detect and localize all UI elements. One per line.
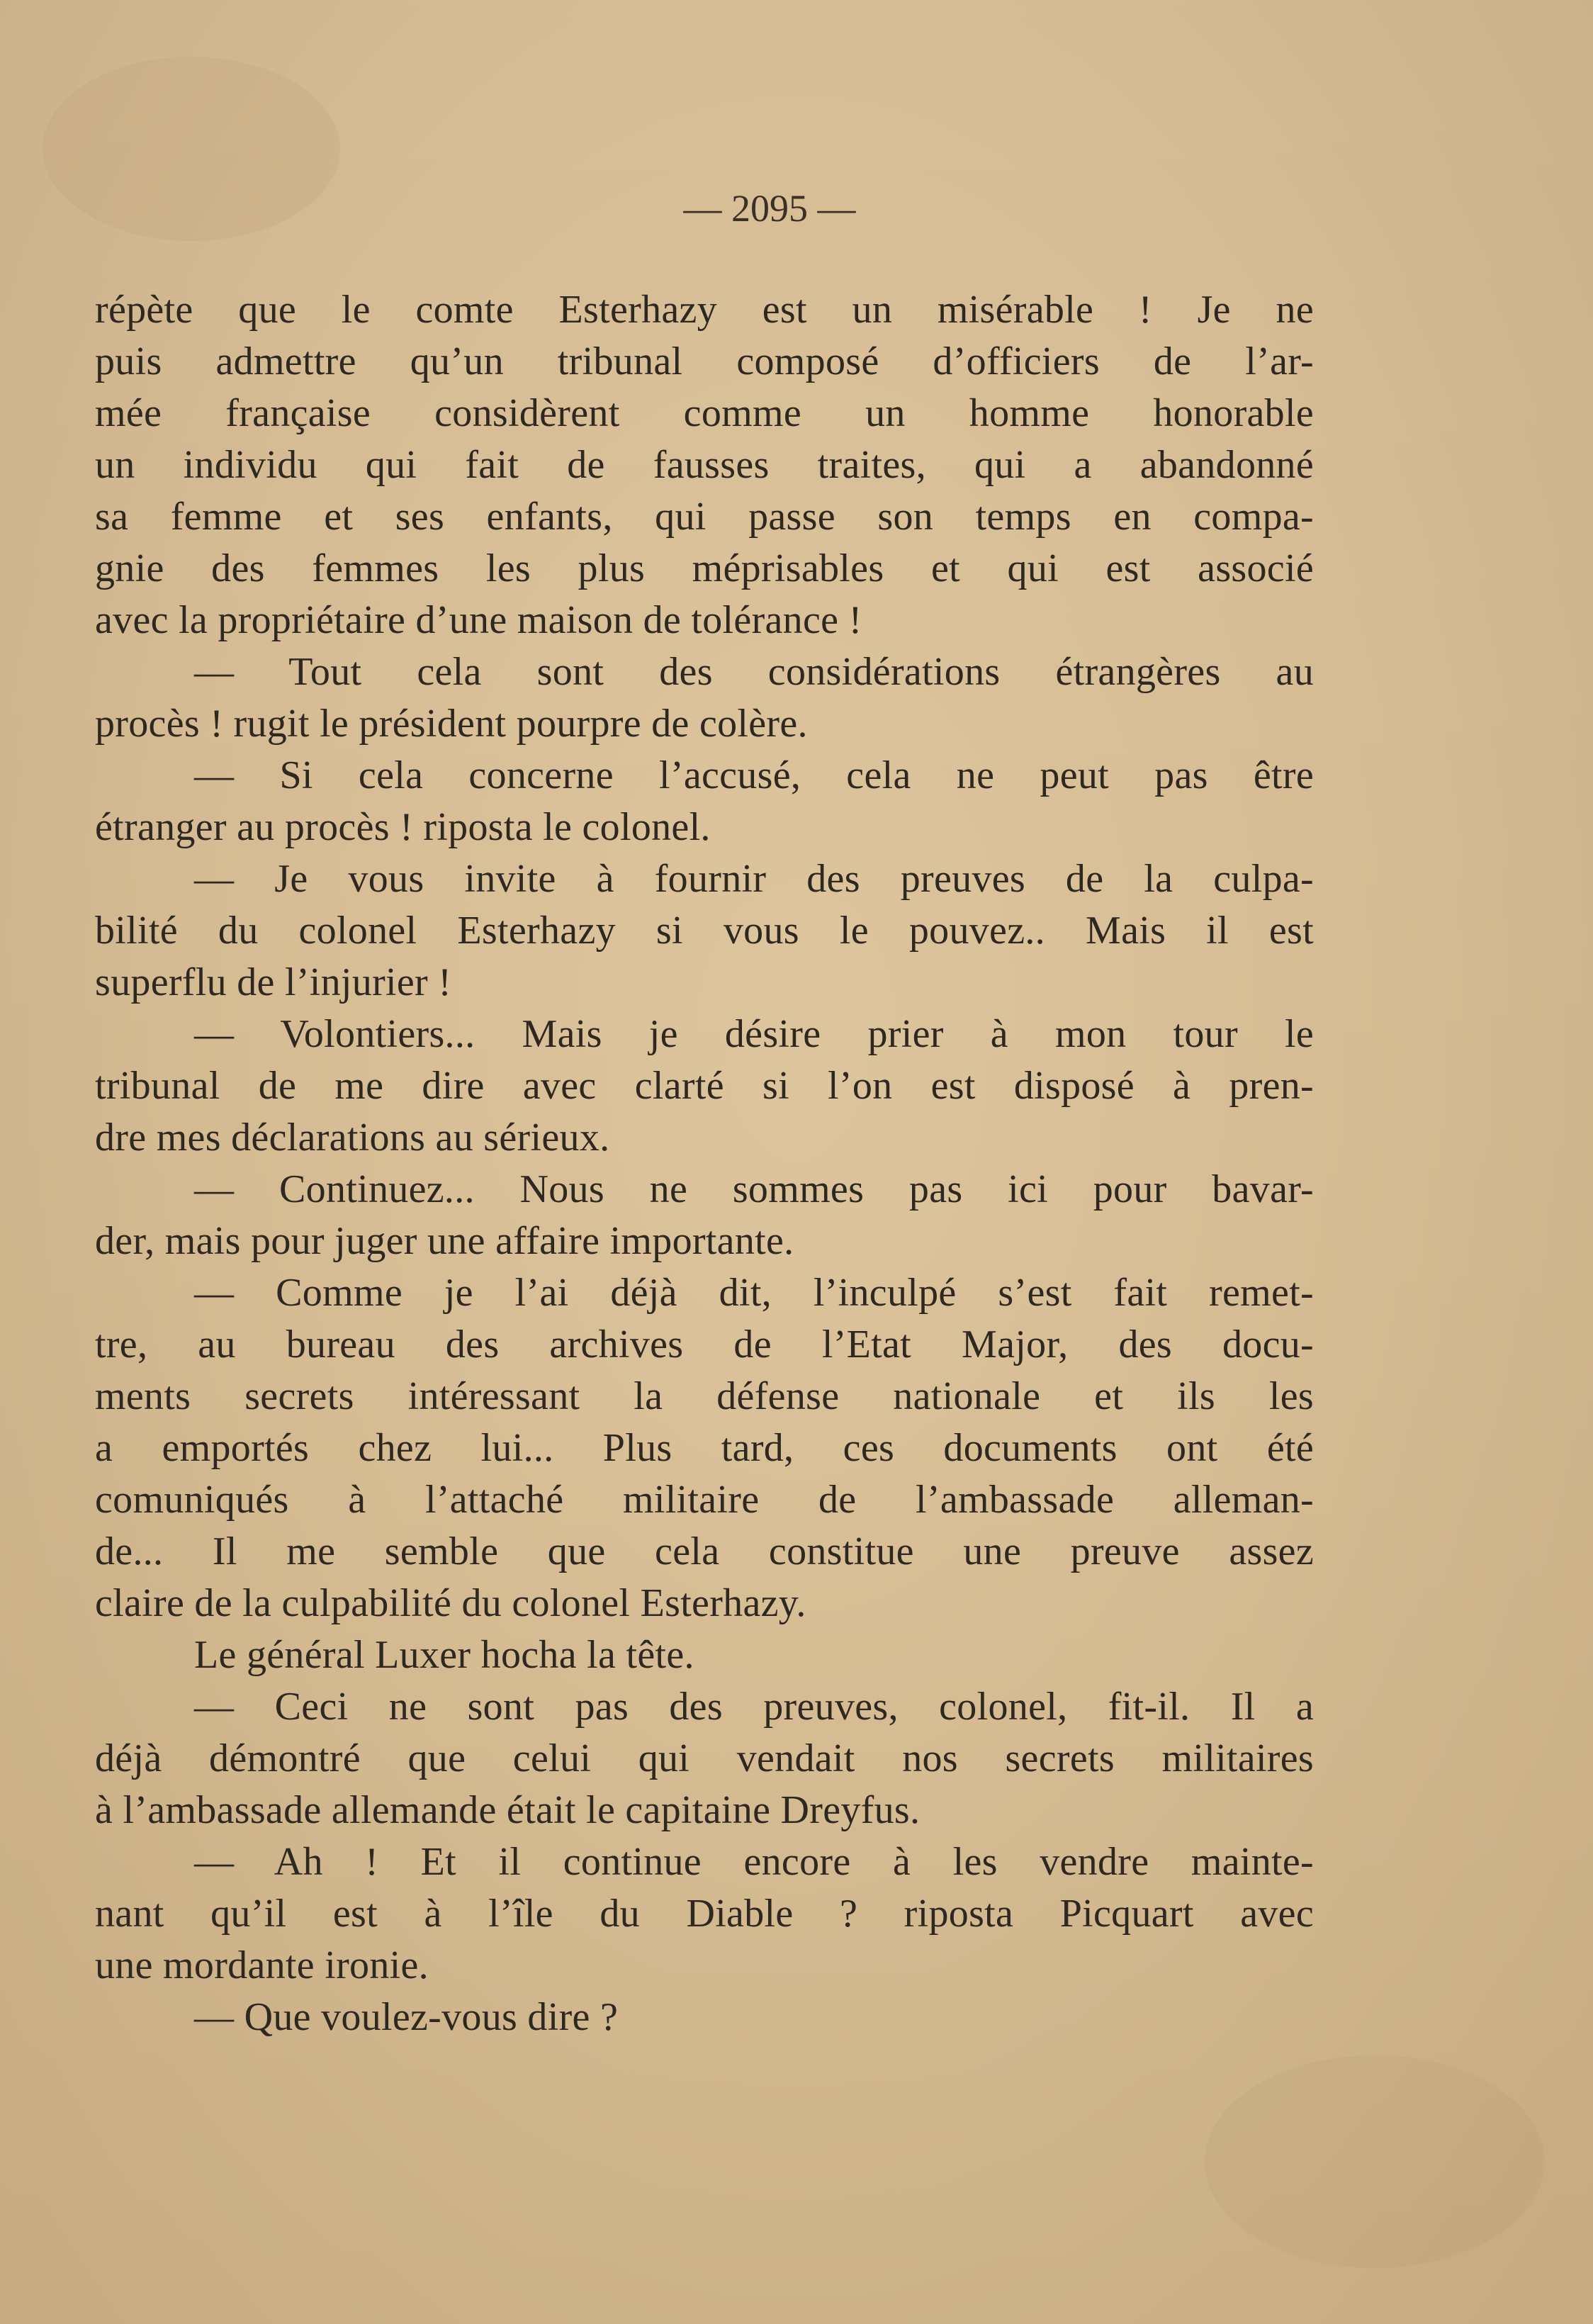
text-line: — Ceci ne sont pas des preuves, colonel, fit-il. Il a: [194, 1685, 1314, 1729]
text-line: étranger au procès ! riposta le colonel.: [95, 805, 711, 849]
text-line: déjà démontré que celui qui vendait nos secrets militaires: [95, 1736, 1314, 1780]
text-line: sa femme et ses enfants, qui passe son temps en compa-: [95, 495, 1314, 539]
text-line: une mordante ironie.: [95, 1943, 429, 1987]
text-line: — Que voulez-vous dire ?: [194, 1995, 619, 2039]
text-line: mée française considèrent comme un homme honorable: [95, 391, 1314, 435]
text-line: tribunal de me dire avec clarté si l’on est disposé à pren-: [95, 1064, 1314, 1108]
text-line: — Ah ! Et il continue encore à les vendre mainte-: [194, 1840, 1314, 1884]
text-line: superflu de l’injurier !: [95, 960, 452, 1004]
text-line: bilité du colonel Esterhazy si vous le pouvez.. Mais il est: [95, 909, 1314, 953]
text-line: répète que le comte Esterhazy est un misérable ! Je ne: [95, 288, 1314, 332]
body-text: [95, 284, 1314, 2043]
text-line: un individu qui fait de fausses traites, qui a abandonné: [95, 443, 1314, 487]
text-line: avec la propriétaire d’une maison de tolérance !: [95, 598, 862, 642]
text-line: — Tout cela sont des considérations étrangères au: [194, 650, 1314, 694]
text-line: tre, au bureau des archives de l’Etat Major, des docu-: [95, 1323, 1314, 1366]
text-line: puis admettre qu’un tribunal composé d’officiers de l’ar-: [95, 339, 1314, 383]
text-line: der, mais pour juger une affaire importante.: [95, 1219, 794, 1263]
text-line: a emportés chez lui... Plus tard, ces documents ont été: [95, 1426, 1314, 1470]
text-line: claire de la culpabilité du colonel Esterhazy.: [95, 1581, 806, 1625]
text-line: — Continuez... Nous ne sommes pas ici pour bavar-: [194, 1167, 1314, 1211]
paper-stain: [1205, 2055, 1545, 2268]
text-line: — Si cela concerne l’accusé, cela ne peut pas être: [194, 753, 1314, 797]
text-line: nant qu’il est à l’île du Diable ? riposta Picquart avec: [95, 1892, 1314, 1936]
text-line: Le général Luxer hocha la tête.: [194, 1633, 694, 1677]
text-line: — Volontiers... Mais je désire prier à mon tour le: [194, 1012, 1314, 1056]
text-line: procès ! rugit le président pourpre de colère.: [95, 702, 808, 746]
text-line: ments secrets intéressant la défense nationale et ils les: [95, 1374, 1314, 1418]
text-line: — Comme je l’ai déjà dit, l’inculpé s’est fait remet-: [194, 1271, 1314, 1315]
text-line: dre mes déclarations au sérieux.: [95, 1116, 610, 1160]
page-number: — 2095 —: [683, 187, 856, 230]
text-line: — Je vous invite à fournir des preuves de la culpa-: [194, 857, 1314, 901]
text-line: comuniqués à l’attaché militaire de l’ambassade alleman-: [95, 1478, 1314, 1522]
text-line: de... Il me semble que cela constitue une preuve assez: [95, 1529, 1314, 1573]
text-line: gnie des femmes les plus méprisables et qui est associé: [95, 546, 1314, 590]
text-line: à l’ambassade allemande était le capitaine Dreyfus.: [95, 1788, 921, 1832]
